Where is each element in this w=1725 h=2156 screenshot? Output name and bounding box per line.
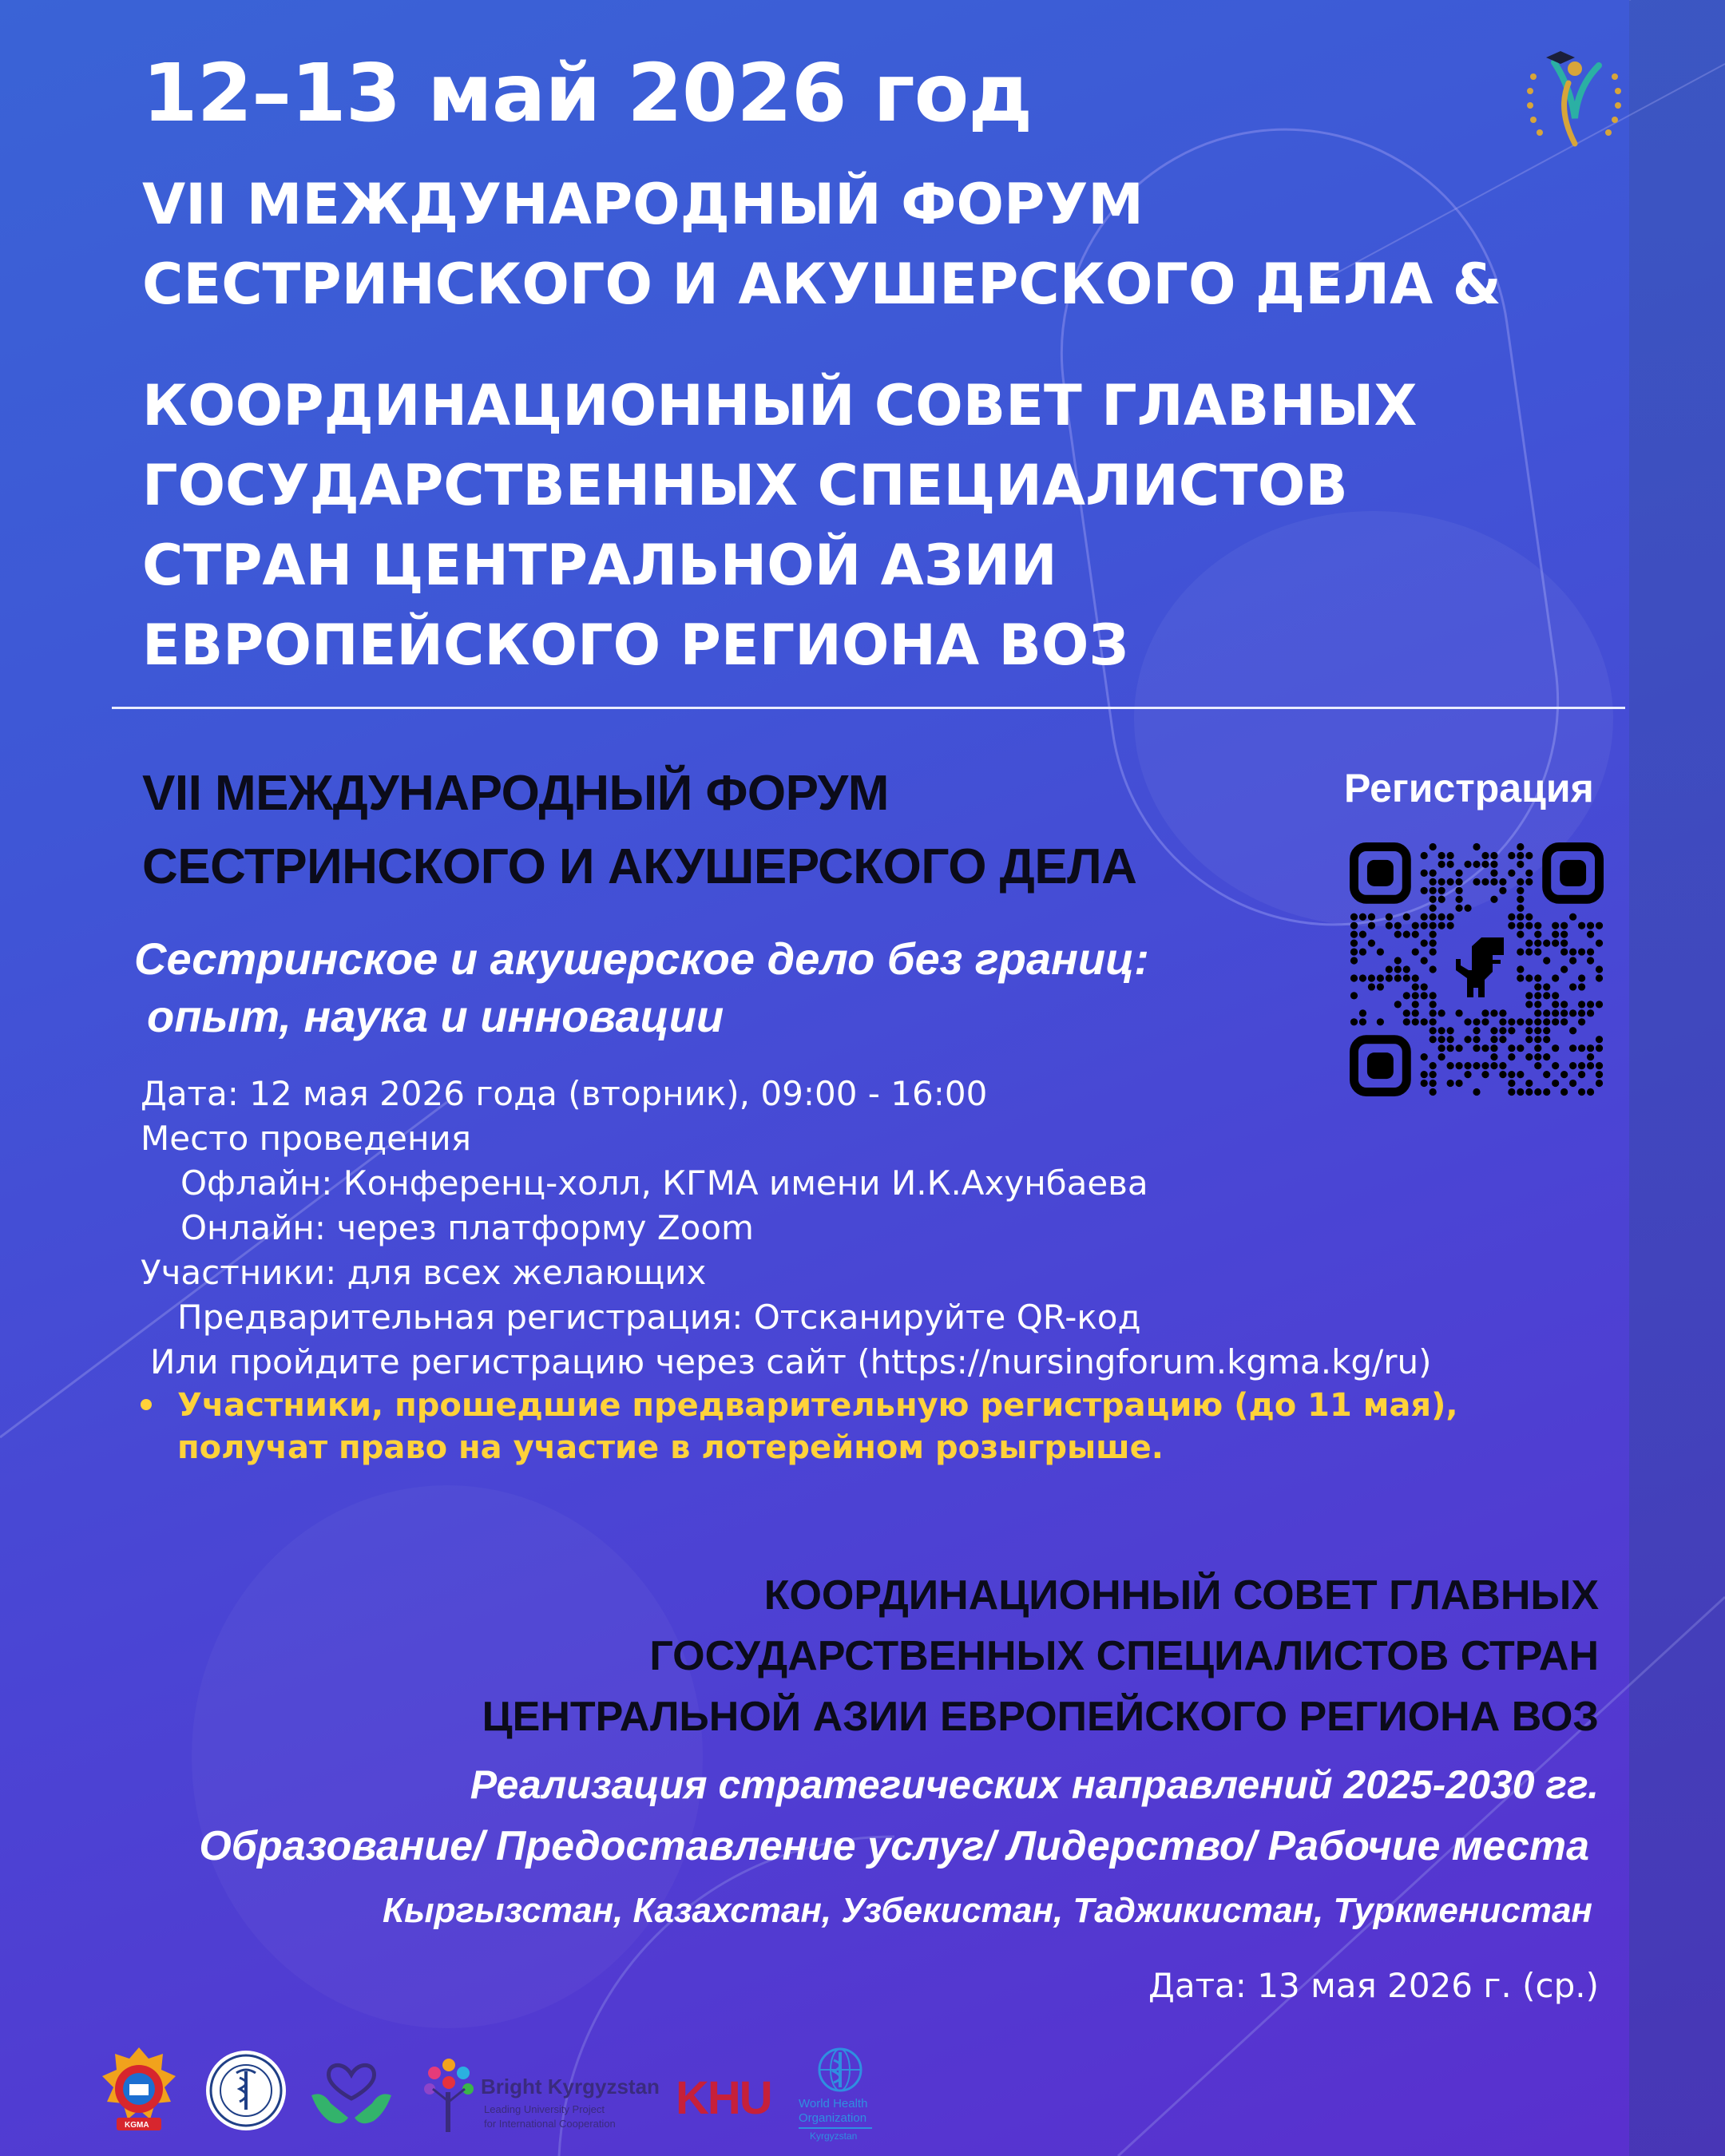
forum-slogan-line-2: опыт, наука и инновации: [147, 991, 724, 1041]
forum-slogan-line-1: Сестринское и акушерское дело без границ:: [134, 933, 1149, 984]
who-country: Kyrgyzstan: [810, 2130, 858, 2142]
hands-heart-logo: [307, 2051, 396, 2130]
venue-label: Место проведения: [141, 1119, 471, 1158]
council-title-line-1: КООРДИНАЦИОННЫЙ СОВЕТ ГЛАВНЫХ: [763, 1572, 1599, 1619]
caduceus-seal-icon: [204, 2049, 288, 2132]
section-divider: [112, 707, 1625, 709]
council-title-line-2: ГОСУДАРСТВЕННЫХ СПЕЦИАЛИСТОВ СТРАН: [649, 1633, 1599, 1679]
bright-kyrgyzstan-subtitle-2: for International Cooperation: [484, 2118, 616, 2130]
who-emblem-icon: [816, 2046, 864, 2094]
header-council-line-3: СТРАН ЦЕНТРАЛЬНОЙ АЗИИ: [142, 533, 1057, 598]
forum-date: Дата: 12 мая 2026 года (вторник), 09:00 - 16:00: [141, 1074, 988, 1113]
event-date-title: 12–13 май 2026 год: [142, 46, 1033, 140]
lottery-bullet: [141, 1399, 152, 1410]
right-edge-band: [1629, 0, 1725, 2156]
kgma-badge-text: KGMA: [125, 2121, 149, 2130]
lottery-note-line-2: получат право на участие в лотерейном розыгрыше.: [177, 1429, 1164, 1466]
council-title-line-3: ЦЕНТРАЛЬНОЙ АЗИИ ЕВРОПЕЙСКОГО РЕГИОНА ВОЗ: [482, 1694, 1599, 1740]
registration-site-link[interactable]: Или пройдите регистрацию через сайт (https://nursingforum.kgma.kg/ru): [150, 1342, 1432, 1381]
header-council-line-4: ЕВРОПЕЙСКОГО РЕГИОНА ВОЗ: [142, 612, 1129, 678]
hands-heart-icon: [307, 2051, 396, 2130]
venue-offline: Офлайн: Конференц-холл, КГМА имени И.К.Ахунбаева: [180, 1163, 1148, 1203]
registration-label: Регистрация: [1344, 766, 1594, 810]
bright-kyrgyzstan-subtitle-1: Leading University Project: [484, 2103, 605, 2115]
forum-title-line-1: VII МЕЖДУНАРОДНЫЙ ФОРУМ: [142, 766, 889, 821]
bright-tree-icon: [418, 2057, 479, 2134]
council-strategy: Реализация стратегических направлений 2025-2030 гг.: [470, 1762, 1599, 1807]
council-date: Дата: 13 мая 2026 г. (ср.): [1148, 1966, 1599, 2005]
who-divider: [799, 2127, 872, 2129]
khu-logo: KHU: [676, 2072, 771, 2124]
header-council-line-1: КООРДИНАЦИОННЫЙ СОВЕТ ГЛАВНЫХ: [142, 373, 1418, 438]
header-forum-line-1: VII МЕЖДУНАРОДНЫЙ ФОРУМ: [142, 172, 1144, 237]
qr-center-dino-icon: [1456, 937, 1504, 997]
who-kyrgyzstan-logo: [795, 2046, 885, 2148]
who-name-line-1: World Health: [799, 2097, 868, 2110]
header-forum-line-2: СЕСТРИНСКОГО И АКУШЕРСКОГО ДЕЛА &: [142, 252, 1501, 317]
lottery-note-line-1: Участники, прошедшие предварительную регистрацию (до 11 мая),: [177, 1387, 1458, 1424]
venue-online: Онлайн: через платформу Zoom: [180, 1208, 754, 1247]
council-countries: Кыргызстан, Казахстан, Узбекистан, Таджикистан, Туркменистан: [382, 1891, 1592, 1930]
forum-title-line-2: СЕСТРИНСКОГО И АКУШЕРСКОГО ДЕЛА: [142, 839, 1137, 894]
participants: Участники: для всех желающих: [141, 1253, 707, 1292]
medical-emblem-logo: [204, 2049, 288, 2132]
kgma-logo: [97, 2044, 180, 2137]
forum-logo-icon: [1522, 38, 1626, 158]
header-council-line-2: ГОСУДАРСТВЕННЫХ СПЕЦИАЛИСТОВ: [142, 453, 1348, 518]
bright-kyrgyzstan-logo: [418, 2057, 658, 2134]
council-areas: Образование/ Предоставление услуг/ Лидерство/ Рабочие места: [199, 1823, 1589, 1869]
who-name-line-2: Organization: [799, 2111, 867, 2125]
bright-kyrgyzstan-title: Bright Kyrgyzstan: [481, 2075, 660, 2099]
registration-qr-code[interactable]: [1350, 842, 1604, 1096]
pre-registration: Предварительная регистрация: Отсканируйте QR-код: [177, 1298, 1141, 1337]
